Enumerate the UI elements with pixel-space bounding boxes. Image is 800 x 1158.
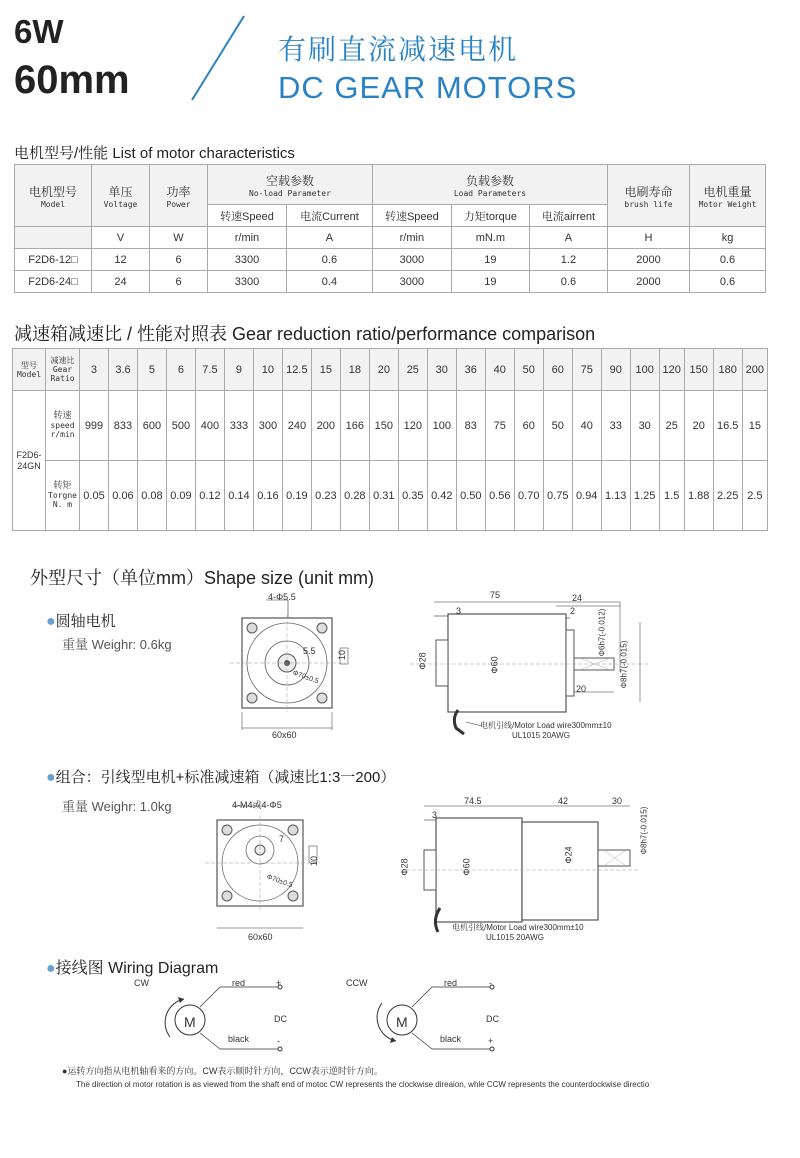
speed-cell: 50 — [543, 391, 572, 461]
ratio-cell: 75 — [572, 349, 601, 391]
motor-list-title — [14, 142, 295, 163]
d1-w: 60x60 — [272, 730, 297, 740]
shape-title: 外型尺寸（单位mm）Shape size (unit mm) — [30, 568, 375, 588]
torque-cell: 1.5 — [659, 461, 684, 531]
h-load: 负载参数 Load Parameters — [372, 165, 607, 205]
d1-l2: 2 — [570, 606, 576, 616]
speed-cell: 33 — [601, 391, 630, 461]
d2-l30: 30 — [612, 796, 623, 806]
minus-cw: - — [277, 1036, 280, 1046]
speed-cell: 999 — [80, 391, 109, 461]
ratio-cell: 40 — [485, 349, 514, 391]
torque-cell: 0.50 — [456, 461, 485, 531]
ccw-label: CCW — [346, 978, 368, 988]
red-label-cw: red — [232, 978, 246, 988]
torque-cell: 0.12 — [195, 461, 224, 531]
speed-cell: 60 — [514, 391, 543, 461]
gear-model: F2D6-24GN — [13, 391, 46, 531]
ratio-cell: 9 — [224, 349, 253, 391]
combo-weight: 重量 Weighr: 1.0kg — [62, 799, 172, 814]
speed-cell: 83 — [456, 391, 485, 461]
power-rating: 6W — [14, 13, 64, 50]
motor-list-title-en: List of motor characteristics — [112, 145, 295, 162]
title-cn: 有刷直流减速电机 — [278, 34, 519, 65]
cell: 0.6 — [690, 271, 766, 293]
sub-speed-load: 转速Speed — [372, 205, 451, 227]
cell: 3300 — [208, 271, 287, 293]
torque-cell: 1.25 — [630, 461, 659, 531]
d1-circle: Φ70±0.5 — [291, 669, 320, 686]
ratio-cell: 50 — [514, 349, 543, 391]
ratio-cell: 5 — [137, 349, 166, 391]
speed-cell: 600 — [137, 391, 166, 461]
wiring-diagram — [120, 975, 540, 1060]
torque-cell: 0.14 — [224, 461, 253, 531]
frame-size: 60mm — [14, 58, 130, 102]
torque-cell: 0.42 — [427, 461, 456, 531]
motor-list-title-cn: 电机型号/性能 — [14, 145, 109, 162]
round-weight: 重量 Weighr: 0.6kg — [62, 637, 172, 652]
ratio-cell: 60 — [543, 349, 572, 391]
d2-ul: UL1015 20AWG — [486, 933, 544, 942]
d2-phi28: Φ28 — [399, 858, 410, 876]
torque-cell: 0.16 — [253, 461, 282, 531]
combo-label: 组合：引线型电机+标准减速箱（减速比1:3一200） — [55, 769, 396, 786]
h-voltage: 单压 Voltage — [92, 165, 150, 227]
d1-l75: 75 — [490, 590, 501, 600]
speed-cell: 300 — [253, 391, 282, 461]
cell: 3300 — [208, 249, 287, 271]
ratio-cell: 7.5 — [195, 349, 224, 391]
d2-circle: Φ70±0.5 — [265, 873, 294, 890]
h-model: 电机型号 Model — [15, 165, 92, 227]
torque-cell: 0.23 — [311, 461, 340, 531]
d2-d10: 10 — [309, 855, 320, 867]
note-en: The direction ol motor rotation is as viewed from the shaft end of motoc CW represents the clockwise direaion, whle CCW represents the counterdockwise directio — [76, 1080, 650, 1089]
d1-d55: 5.5 — [303, 646, 316, 656]
unit: r/min — [372, 227, 451, 249]
bullet-icon: ● — [46, 960, 56, 977]
drawing-1-front — [230, 590, 350, 750]
d2-shaft: Φ8h7(-0.015) — [639, 806, 649, 855]
h-power: 功率 Power — [150, 165, 208, 227]
h-ratio: 减速比 Gear Ratio — [46, 349, 80, 391]
round-label-row — [46, 610, 116, 631]
unit: kg — [690, 227, 766, 249]
black-label-ccw: black — [440, 1034, 462, 1044]
cell: 2000 — [608, 271, 690, 293]
round-label: 圆轴电机 — [55, 613, 116, 630]
speed-cell: 500 — [166, 391, 195, 461]
title-en: DC GEAR MOTORS — [278, 70, 578, 105]
torque-cell: 0.05 — [80, 461, 109, 531]
cell: F2D6-12□ — [15, 249, 92, 271]
motor-table — [14, 164, 766, 293]
torque-cell: 0.35 — [398, 461, 427, 531]
ratio-cell: 30 — [427, 349, 456, 391]
cell: 0.6 — [286, 249, 372, 271]
d2-wire: 电机引线/Motor Load wire300mm±10 — [452, 923, 584, 932]
sub-torque: 力矩torque — [451, 205, 529, 227]
ratio-cell: 12.5 — [282, 349, 311, 391]
ratio-cell: 10 — [253, 349, 282, 391]
h-weight: 电机重量 Motor Weight — [690, 165, 766, 227]
bullet-icon: ● — [46, 613, 56, 630]
gear-title: 减速箱减速比 / 性能对照表 Gear reduction ratio/performance comparison — [14, 324, 596, 344]
cell: 3000 — [372, 249, 451, 271]
d2-phi60: Φ60 — [461, 858, 472, 876]
cell: 19 — [451, 271, 529, 293]
cell: F2D6-24□ — [15, 271, 92, 293]
cell: 24 — [92, 271, 150, 293]
torque-cell: 0.19 — [282, 461, 311, 531]
speed-cell: 30 — [630, 391, 659, 461]
plus-cw: + — [276, 978, 282, 988]
cell: 0.4 — [286, 271, 372, 293]
d2-l3: 3 — [432, 810, 438, 820]
torque-cell: 0.75 — [543, 461, 572, 531]
ratio-cell: 200 — [742, 349, 767, 391]
cell: 0.6 — [690, 249, 766, 271]
torque-label: 转矩 Torgne N. m — [46, 461, 80, 531]
cell: 19 — [451, 249, 529, 271]
unit-blank — [15, 227, 92, 249]
black-label-cw: black — [228, 1034, 250, 1044]
speed-cell: 16.5 — [713, 391, 742, 461]
ratio-cell: 3 — [80, 349, 109, 391]
d1-l20: 20 — [576, 684, 587, 694]
cell: 6 — [150, 271, 208, 293]
speed-cell: 333 — [224, 391, 253, 461]
header-divider — [188, 14, 248, 104]
speed-cell: 150 — [369, 391, 398, 461]
speed-cell: 120 — [398, 391, 427, 461]
sub-current-load: 电流airrent — [529, 205, 607, 227]
combo-label-row — [46, 766, 395, 787]
torque-cell: 0.28 — [340, 461, 369, 531]
cell: 6 — [150, 249, 208, 271]
plus-ccw: + — [488, 1036, 494, 1046]
d2-w: 60x60 — [248, 932, 273, 942]
bullet-icon: ● — [46, 769, 56, 786]
cell: 12 — [92, 249, 150, 271]
torque-cell: 0.56 — [485, 461, 514, 531]
unit: mN.m — [451, 227, 529, 249]
d1-phi60: Φ60 — [489, 656, 500, 674]
torque-cell: 0.09 — [166, 461, 195, 531]
ratio-cell: 25 — [398, 349, 427, 391]
speed-cell: 166 — [340, 391, 369, 461]
h-noload: 空载参数 No-load Parameter — [208, 165, 373, 205]
torque-cell: 0.94 — [572, 461, 601, 531]
d2-d7: 7 — [279, 834, 285, 844]
torque-cell: 1.88 — [684, 461, 713, 531]
d1-d10: 10 — [337, 649, 348, 661]
cell: 1.2 — [529, 249, 607, 271]
unit: V — [92, 227, 150, 249]
ratio-cell: 18 — [340, 349, 369, 391]
speed-cell: 20 — [684, 391, 713, 461]
cw-label: CW — [134, 978, 149, 988]
speed-cell: 833 — [108, 391, 137, 461]
table-row — [15, 271, 766, 293]
h-brush: 电刷寿命 brush life — [608, 165, 690, 227]
unit: W — [150, 227, 208, 249]
sub-current: 电流Current — [286, 205, 372, 227]
speed-cell: 240 — [282, 391, 311, 461]
torque-cell: 0.31 — [369, 461, 398, 531]
speed-cell: 75 — [485, 391, 514, 461]
d1-phi28: Φ28 — [417, 652, 428, 670]
gear-table — [12, 348, 768, 531]
d1-ul: UL1015 20AWG — [512, 731, 570, 740]
ratio-cell: 3.6 — [108, 349, 137, 391]
unit: A — [286, 227, 372, 249]
ratio-cell: 90 — [601, 349, 630, 391]
d2-holes: 4-M4或4-Φ5 — [232, 800, 282, 810]
ratio-cell: 150 — [684, 349, 713, 391]
motor-symbol: M — [184, 1014, 196, 1030]
d2-l745: 74.5 — [464, 796, 482, 806]
d2-phi24: Φ24 — [563, 846, 574, 864]
ratio-cell: 15 — [311, 349, 340, 391]
sub-speed: 转速Speed — [208, 205, 287, 227]
d2-l42: 42 — [558, 796, 569, 806]
drawing-2-front — [205, 798, 325, 948]
speed-cell: 25 — [659, 391, 684, 461]
d1-l24: 24 — [572, 593, 583, 603]
speed-label: 转速 speed r/min — [46, 391, 80, 461]
d1-boss: Φ8h7(-0.015) — [619, 640, 629, 689]
torque-cell: 2.5 — [742, 461, 767, 531]
ratio-cell: 6 — [166, 349, 195, 391]
cell: 0.6 — [529, 271, 607, 293]
note-cn: ●运转方向指从电机轴看来的方向。CW表示顺时针方向，CCW表示逆时针方向。 — [62, 1066, 383, 1076]
torque-cell: 0.08 — [137, 461, 166, 531]
speed-cell: 100 — [427, 391, 456, 461]
speed-cell: 40 — [572, 391, 601, 461]
minus-ccw: - — [489, 978, 492, 988]
ratio-cell: 180 — [713, 349, 742, 391]
unit: A — [529, 227, 607, 249]
unit: H — [608, 227, 690, 249]
d1-shaft: Φ6h7(-0.012) — [597, 608, 607, 657]
d1-holes: 4-Φ5.5 — [268, 592, 296, 602]
dc-label-cw: DC — [274, 1014, 287, 1024]
ratio-cell: 100 — [630, 349, 659, 391]
ratio-cell: 120 — [659, 349, 684, 391]
ratio-cell: 20 — [369, 349, 398, 391]
motor-symbol: M — [396, 1014, 408, 1030]
red-label-ccw: red — [444, 978, 458, 988]
torque-cell: 0.70 — [514, 461, 543, 531]
h-model: 型号 Model — [13, 349, 46, 391]
torque-cell: 0.06 — [108, 461, 137, 531]
torque-cell: 1.13 — [601, 461, 630, 531]
unit: r/min — [208, 227, 287, 249]
speed-cell: 15 — [742, 391, 767, 461]
dc-label-ccw: DC — [486, 1014, 499, 1024]
ratio-cell: 36 — [456, 349, 485, 391]
cell: 3000 — [372, 271, 451, 293]
speed-cell: 200 — [311, 391, 340, 461]
d1-wire: 电机引线/Motor Load wire300mm±10 — [480, 721, 612, 730]
speed-cell: 400 — [195, 391, 224, 461]
d1-l3: 3 — [456, 606, 462, 616]
wiring-title: 接线图 Wiring Diagram — [55, 960, 219, 977]
table-row — [15, 249, 766, 271]
torque-cell: 2.25 — [713, 461, 742, 531]
cell: 2000 — [608, 249, 690, 271]
